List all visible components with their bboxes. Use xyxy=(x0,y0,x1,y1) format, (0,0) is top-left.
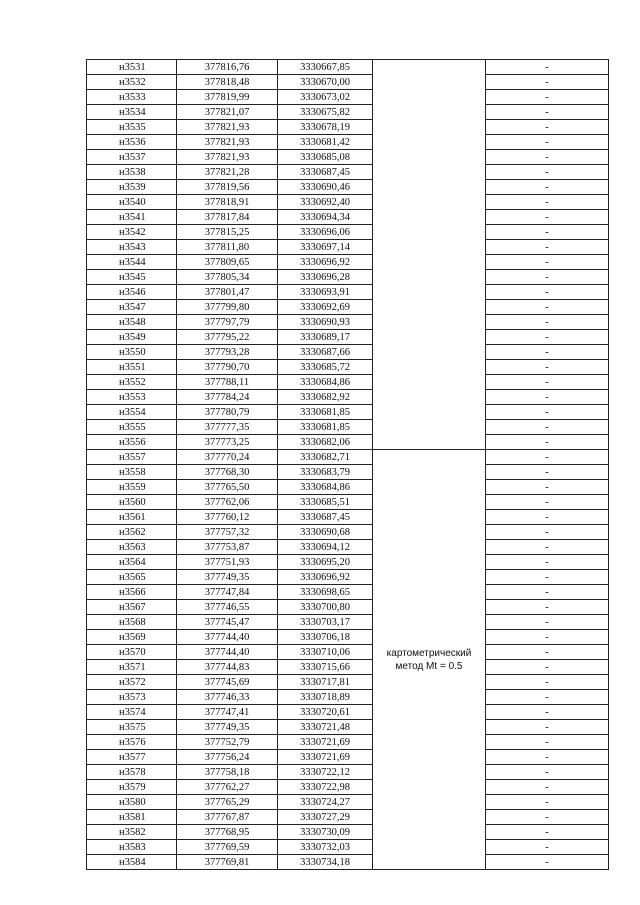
y-coordinate-cell: 3330703,17 xyxy=(278,615,373,630)
point-id-cell: н3549 xyxy=(87,330,177,345)
table-row xyxy=(87,795,609,810)
x-coordinate-cell: 377780,79 xyxy=(177,405,278,420)
dash-cell: - xyxy=(486,645,609,660)
table-row xyxy=(87,825,609,840)
point-id-cell: н3538 xyxy=(87,165,177,180)
y-coordinate-cell: 3330727,29 xyxy=(278,810,373,825)
point-id-cell: н3534 xyxy=(87,105,177,120)
y-coordinate-cell: 3330667,85 xyxy=(278,60,373,75)
dash-cell: - xyxy=(486,735,609,750)
y-coordinate-cell: 3330696,92 xyxy=(278,570,373,585)
y-coordinate-cell: 3330681,85 xyxy=(278,405,373,420)
y-coordinate-cell: 3330695,20 xyxy=(278,555,373,570)
dash-cell: - xyxy=(486,315,609,330)
table-row xyxy=(87,645,609,660)
x-coordinate-cell: 377777,35 xyxy=(177,420,278,435)
x-coordinate-cell: 377744,40 xyxy=(177,645,278,660)
point-id-cell: н3564 xyxy=(87,555,177,570)
x-coordinate-cell: 377805,34 xyxy=(177,270,278,285)
coordinates-table-body xyxy=(87,60,609,870)
dash-cell: - xyxy=(486,390,609,405)
table-row xyxy=(87,480,609,495)
point-id-cell: н3566 xyxy=(87,585,177,600)
point-id-cell: н3571 xyxy=(87,660,177,675)
x-coordinate-cell: 377762,27 xyxy=(177,780,278,795)
y-coordinate-cell: 3330670,00 xyxy=(278,75,373,90)
table-row xyxy=(87,210,609,225)
point-id-cell: н3548 xyxy=(87,315,177,330)
dash-cell: - xyxy=(486,90,609,105)
point-id-cell: н3558 xyxy=(87,465,177,480)
point-id-cell: н3583 xyxy=(87,840,177,855)
dash-cell: - xyxy=(486,675,609,690)
point-id-cell: н3551 xyxy=(87,360,177,375)
x-coordinate-cell: 377749,35 xyxy=(177,720,278,735)
x-coordinate-cell: 377773,25 xyxy=(177,435,278,450)
point-id-cell: н3565 xyxy=(87,570,177,585)
dash-cell: - xyxy=(486,270,609,285)
x-coordinate-cell: 377765,29 xyxy=(177,795,278,810)
x-coordinate-cell: 377744,83 xyxy=(177,660,278,675)
point-id-cell: н3577 xyxy=(87,750,177,765)
x-coordinate-cell: 377817,84 xyxy=(177,210,278,225)
point-id-cell: н3557 xyxy=(87,450,177,465)
y-coordinate-cell: 3330694,34 xyxy=(278,210,373,225)
dash-cell: - xyxy=(486,300,609,315)
point-id-cell: н3562 xyxy=(87,525,177,540)
table-row xyxy=(87,375,609,390)
y-coordinate-cell: 3330698,65 xyxy=(278,585,373,600)
table-row xyxy=(87,690,609,705)
dash-cell: - xyxy=(486,420,609,435)
x-coordinate-cell: 377744,40 xyxy=(177,630,278,645)
dash-cell: - xyxy=(486,225,609,240)
point-id-cell: н3532 xyxy=(87,75,177,90)
point-id-cell: н3572 xyxy=(87,675,177,690)
x-coordinate-cell: 377760,12 xyxy=(177,510,278,525)
point-id-cell: н3556 xyxy=(87,435,177,450)
x-coordinate-cell: 377756,24 xyxy=(177,750,278,765)
x-coordinate-cell: 377799,80 xyxy=(177,300,278,315)
y-coordinate-cell: 3330685,51 xyxy=(278,495,373,510)
y-coordinate-cell: 3330684,86 xyxy=(278,480,373,495)
dash-cell: - xyxy=(486,465,609,480)
point-id-cell: н3574 xyxy=(87,705,177,720)
point-id-cell: н3569 xyxy=(87,630,177,645)
point-id-cell: н3533 xyxy=(87,90,177,105)
method-cell xyxy=(373,450,486,870)
point-id-cell: н3539 xyxy=(87,180,177,195)
point-id-cell: н3552 xyxy=(87,375,177,390)
y-coordinate-cell: 3330722,98 xyxy=(278,780,373,795)
method-line-2: метод Mt = 0.5 xyxy=(395,660,463,672)
x-coordinate-cell: 377793,28 xyxy=(177,345,278,360)
table-row xyxy=(87,465,609,480)
x-coordinate-cell: 377815,25 xyxy=(177,225,278,240)
dash-cell: - xyxy=(486,135,609,150)
dash-cell: - xyxy=(486,345,609,360)
y-coordinate-cell: 3330690,46 xyxy=(278,180,373,195)
y-coordinate-cell: 3330685,08 xyxy=(278,150,373,165)
x-coordinate-cell: 377745,47 xyxy=(177,615,278,630)
point-id-cell: н3561 xyxy=(87,510,177,525)
method-cell-empty xyxy=(373,60,486,450)
x-coordinate-cell: 377746,33 xyxy=(177,690,278,705)
table-row xyxy=(87,135,609,150)
dash-cell: - xyxy=(486,105,609,120)
table-row xyxy=(87,105,609,120)
table-row xyxy=(87,75,609,90)
y-coordinate-cell: 3330683,79 xyxy=(278,465,373,480)
y-coordinate-cell: 3330690,93 xyxy=(278,315,373,330)
y-coordinate-cell: 3330692,40 xyxy=(278,195,373,210)
y-coordinate-cell: 3330696,28 xyxy=(278,270,373,285)
x-coordinate-cell: 377749,35 xyxy=(177,570,278,585)
table-row xyxy=(87,420,609,435)
dash-cell: - xyxy=(486,705,609,720)
y-coordinate-cell: 3330696,92 xyxy=(278,255,373,270)
table-row xyxy=(87,255,609,270)
y-coordinate-cell: 3330678,19 xyxy=(278,120,373,135)
table-row xyxy=(87,630,609,645)
dash-cell: - xyxy=(486,120,609,135)
x-coordinate-cell: 377821,93 xyxy=(177,150,278,165)
coordinates-table xyxy=(86,59,609,870)
x-coordinate-cell: 377795,22 xyxy=(177,330,278,345)
table-row xyxy=(87,270,609,285)
table-row xyxy=(87,660,609,675)
dash-cell: - xyxy=(486,210,609,225)
table-row xyxy=(87,855,609,870)
dash-cell: - xyxy=(486,480,609,495)
x-coordinate-cell: 377752,79 xyxy=(177,735,278,750)
point-id-cell: н3540 xyxy=(87,195,177,210)
dash-cell: - xyxy=(486,435,609,450)
point-id-cell: н3543 xyxy=(87,240,177,255)
table-row xyxy=(87,90,609,105)
x-coordinate-cell: 377753,87 xyxy=(177,540,278,555)
table-row xyxy=(87,450,609,465)
table-row xyxy=(87,360,609,375)
point-id-cell: н3575 xyxy=(87,720,177,735)
dash-cell: - xyxy=(486,720,609,735)
y-coordinate-cell: 3330682,06 xyxy=(278,435,373,450)
point-id-cell: н3560 xyxy=(87,495,177,510)
x-coordinate-cell: 377747,41 xyxy=(177,705,278,720)
table-row xyxy=(87,570,609,585)
dash-cell: - xyxy=(486,405,609,420)
table-row xyxy=(87,585,609,600)
x-coordinate-cell: 377790,70 xyxy=(177,360,278,375)
dash-cell: - xyxy=(486,165,609,180)
y-coordinate-cell: 3330687,45 xyxy=(278,165,373,180)
x-coordinate-cell: 377770,24 xyxy=(177,450,278,465)
y-coordinate-cell: 3330717,81 xyxy=(278,675,373,690)
y-coordinate-cell: 3330690,68 xyxy=(278,525,373,540)
table-row xyxy=(87,600,609,615)
table-row xyxy=(87,540,609,555)
x-coordinate-cell: 377821,93 xyxy=(177,120,278,135)
table-row xyxy=(87,735,609,750)
table-row xyxy=(87,750,609,765)
x-coordinate-cell: 377769,81 xyxy=(177,855,278,870)
point-id-cell: н3544 xyxy=(87,255,177,270)
table-row xyxy=(87,120,609,135)
dash-cell: - xyxy=(486,525,609,540)
point-id-cell: н3545 xyxy=(87,270,177,285)
dash-cell: - xyxy=(486,630,609,645)
y-coordinate-cell: 3330715,66 xyxy=(278,660,373,675)
dash-cell: - xyxy=(486,615,609,630)
x-coordinate-cell: 377788,11 xyxy=(177,375,278,390)
table-row xyxy=(87,810,609,825)
y-coordinate-cell: 3330722,12 xyxy=(278,765,373,780)
point-id-cell: н3553 xyxy=(87,390,177,405)
table-row xyxy=(87,840,609,855)
y-coordinate-cell: 3330682,71 xyxy=(278,450,373,465)
dash-cell: - xyxy=(486,75,609,90)
x-coordinate-cell: 377745,69 xyxy=(177,675,278,690)
point-id-cell: н3570 xyxy=(87,645,177,660)
table-row xyxy=(87,390,609,405)
x-coordinate-cell: 377757,32 xyxy=(177,525,278,540)
y-coordinate-cell: 3330673,02 xyxy=(278,90,373,105)
x-coordinate-cell: 377821,28 xyxy=(177,165,278,180)
table-row xyxy=(87,720,609,735)
table-row xyxy=(87,165,609,180)
y-coordinate-cell: 3330694,12 xyxy=(278,540,373,555)
table-row xyxy=(87,315,609,330)
dash-cell: - xyxy=(486,855,609,870)
point-id-cell: н3531 xyxy=(87,60,177,75)
point-id-cell: н3559 xyxy=(87,480,177,495)
x-coordinate-cell: 377816,76 xyxy=(177,60,278,75)
point-id-cell: н3578 xyxy=(87,765,177,780)
point-id-cell: н3554 xyxy=(87,405,177,420)
point-id-cell: н3573 xyxy=(87,690,177,705)
dash-cell: - xyxy=(486,690,609,705)
x-coordinate-cell: 377818,91 xyxy=(177,195,278,210)
dash-cell: - xyxy=(486,555,609,570)
y-coordinate-cell: 3330706,18 xyxy=(278,630,373,645)
y-coordinate-cell: 3330732,03 xyxy=(278,840,373,855)
dash-cell: - xyxy=(486,840,609,855)
y-coordinate-cell: 3330675,82 xyxy=(278,105,373,120)
x-coordinate-cell: 377821,07 xyxy=(177,105,278,120)
point-id-cell: н3537 xyxy=(87,150,177,165)
x-coordinate-cell: 377768,30 xyxy=(177,465,278,480)
x-coordinate-cell: 377769,59 xyxy=(177,840,278,855)
x-coordinate-cell: 377819,56 xyxy=(177,180,278,195)
dash-cell: - xyxy=(486,585,609,600)
table-row xyxy=(87,495,609,510)
dash-cell: - xyxy=(486,450,609,465)
x-coordinate-cell: 377818,48 xyxy=(177,75,278,90)
table-row xyxy=(87,225,609,240)
dash-cell: - xyxy=(486,600,609,615)
dash-cell: - xyxy=(486,660,609,675)
y-coordinate-cell: 3330684,86 xyxy=(278,375,373,390)
y-coordinate-cell: 3330697,14 xyxy=(278,240,373,255)
dash-cell: - xyxy=(486,780,609,795)
x-coordinate-cell: 377765,50 xyxy=(177,480,278,495)
y-coordinate-cell: 3330692,69 xyxy=(278,300,373,315)
y-coordinate-cell: 3330730,09 xyxy=(278,825,373,840)
dash-cell: - xyxy=(486,825,609,840)
table-row xyxy=(87,60,609,75)
y-coordinate-cell: 3330687,66 xyxy=(278,345,373,360)
dash-cell: - xyxy=(486,180,609,195)
y-coordinate-cell: 3330718,89 xyxy=(278,690,373,705)
x-coordinate-cell: 377784,24 xyxy=(177,390,278,405)
y-coordinate-cell: 3330724,27 xyxy=(278,795,373,810)
y-coordinate-cell: 3330721,69 xyxy=(278,750,373,765)
point-id-cell: н3579 xyxy=(87,780,177,795)
dash-cell: - xyxy=(486,540,609,555)
dash-cell: - xyxy=(486,360,609,375)
point-id-cell: н3581 xyxy=(87,810,177,825)
y-coordinate-cell: 3330696,06 xyxy=(278,225,373,240)
x-coordinate-cell: 377751,93 xyxy=(177,555,278,570)
point-id-cell: н3576 xyxy=(87,735,177,750)
y-coordinate-cell: 3330700,80 xyxy=(278,600,373,615)
table-row xyxy=(87,555,609,570)
dash-cell: - xyxy=(486,495,609,510)
point-id-cell: н3542 xyxy=(87,225,177,240)
x-coordinate-cell: 377801,47 xyxy=(177,285,278,300)
dash-cell: - xyxy=(486,795,609,810)
y-coordinate-cell: 3330681,85 xyxy=(278,420,373,435)
table-row xyxy=(87,435,609,450)
dash-cell: - xyxy=(486,375,609,390)
table-row xyxy=(87,285,609,300)
point-id-cell: н3550 xyxy=(87,345,177,360)
y-coordinate-cell: 3330689,17 xyxy=(278,330,373,345)
x-coordinate-cell: 377762,06 xyxy=(177,495,278,510)
dash-cell: - xyxy=(486,810,609,825)
y-coordinate-cell: 3330681,42 xyxy=(278,135,373,150)
dash-cell: - xyxy=(486,765,609,780)
dash-cell: - xyxy=(486,510,609,525)
point-id-cell: н3584 xyxy=(87,855,177,870)
table-row xyxy=(87,150,609,165)
x-coordinate-cell: 377758,18 xyxy=(177,765,278,780)
table-row xyxy=(87,510,609,525)
table-row xyxy=(87,300,609,315)
x-coordinate-cell: 377768,95 xyxy=(177,825,278,840)
point-id-cell: н3546 xyxy=(87,285,177,300)
y-coordinate-cell: 3330720,61 xyxy=(278,705,373,720)
point-id-cell: н3568 xyxy=(87,615,177,630)
point-id-cell: н3555 xyxy=(87,420,177,435)
table-row xyxy=(87,195,609,210)
point-id-cell: н3567 xyxy=(87,600,177,615)
y-coordinate-cell: 3330734,18 xyxy=(278,855,373,870)
dash-cell: - xyxy=(486,255,609,270)
table-row xyxy=(87,525,609,540)
x-coordinate-cell: 377797,79 xyxy=(177,315,278,330)
x-coordinate-cell: 377809,65 xyxy=(177,255,278,270)
point-id-cell: н3541 xyxy=(87,210,177,225)
dash-cell: - xyxy=(486,60,609,75)
dash-cell: - xyxy=(486,330,609,345)
table-row xyxy=(87,765,609,780)
y-coordinate-cell: 3330682,92 xyxy=(278,390,373,405)
y-coordinate-cell: 3330693,91 xyxy=(278,285,373,300)
point-id-cell: н3582 xyxy=(87,825,177,840)
x-coordinate-cell: 377767,87 xyxy=(177,810,278,825)
dash-cell: - xyxy=(486,150,609,165)
x-coordinate-cell: 377819,99 xyxy=(177,90,278,105)
y-coordinate-cell: 3330721,69 xyxy=(278,735,373,750)
table-row xyxy=(87,180,609,195)
point-id-cell: н3563 xyxy=(87,540,177,555)
y-coordinate-cell: 3330687,45 xyxy=(278,510,373,525)
table-row xyxy=(87,240,609,255)
dash-cell: - xyxy=(486,570,609,585)
dash-cell: - xyxy=(486,240,609,255)
table-row xyxy=(87,675,609,690)
point-id-cell: н3547 xyxy=(87,300,177,315)
x-coordinate-cell: 377821,93 xyxy=(177,135,278,150)
point-id-cell: н3580 xyxy=(87,795,177,810)
x-coordinate-cell: 377747,84 xyxy=(177,585,278,600)
x-coordinate-cell: 377746,55 xyxy=(177,600,278,615)
method-line-1: картометрический xyxy=(386,647,472,659)
table-row xyxy=(87,615,609,630)
x-coordinate-cell: 377811,80 xyxy=(177,240,278,255)
point-id-cell: н3536 xyxy=(87,135,177,150)
table-row xyxy=(87,330,609,345)
y-coordinate-cell: 3330685,72 xyxy=(278,360,373,375)
table-row xyxy=(87,405,609,420)
y-coordinate-cell: 3330721,48 xyxy=(278,720,373,735)
dash-cell: - xyxy=(486,285,609,300)
table-row xyxy=(87,780,609,795)
dash-cell: - xyxy=(486,750,609,765)
point-id-cell: н3535 xyxy=(87,120,177,135)
table-row xyxy=(87,345,609,360)
dash-cell: - xyxy=(486,195,609,210)
table-row xyxy=(87,705,609,720)
y-coordinate-cell: 3330710,06 xyxy=(278,645,373,660)
